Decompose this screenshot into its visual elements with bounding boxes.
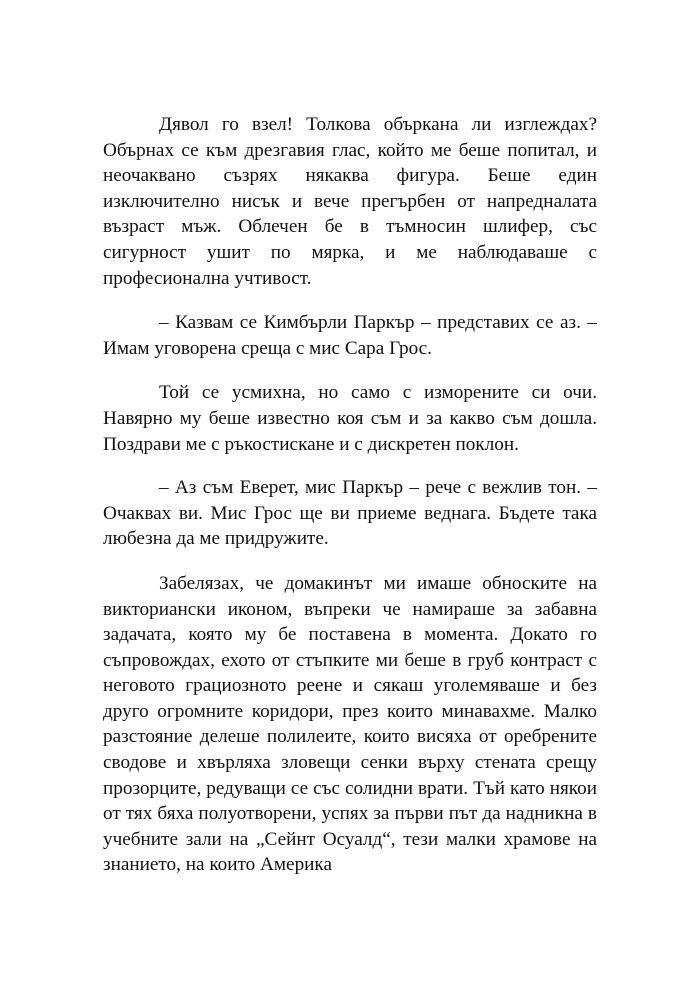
dialogue-paragraph: – Аз съм Еверет, мис Паркър – рече с вежлив тон. – Очаквах ви. Мис Грос ще ви приеме веднага. Бъдете така любезна да ме придружите. [103,477,597,550]
paragraph: Забелязах, че домакинът ми имаше обноските на викториански иконом, въпреки че намираше за забавна задачата, която му бе поставена в момента. Докато го съпровождах, ехото от стъпките ми беше в груб контраст с неговото грациозното реене и сякаш уголемяваше и без друго огромните коридори, през които минавахме. Малко разстояние делеше полилеите, които висяха от оребрените сводове и хвърляха зловещи сенки върху стената срещу прозорците, редуващи се със солидни врати. Тъй като някои от тях бяха полуотворени, успях за първи път да надникна в учебните зали на „Сейнт Осуалд“, тези малки храмове на знанието, на които Америка [103,572,597,876]
body-text [103,112,597,897]
dialogue-paragraph: – Казвам се Кимбърли Паркър – представих се аз. – Имам уговорена среща с мис Сара Грос. [103,312,597,359]
paragraph: Дявол го взел! Толкова объркана ли изглеждах? Обърнах се към дрезгавия глас, който ме беше попитал, и неочаквано съзрях някаква фигура. Беше един изключително нисък и вече прегърбен от напредналата възраст мъж. Облечен бе в тъмносин шлифер, със сигурност ушит по мярка, и ме наблюдаваше с професионална учтивост. [103,114,597,289]
paragraph: Той се усмихна, но само с изморените си очи. Навярно му беше известно коя съм и за какво съм дошла. Поздрави ме с ръкостискане и с дискретен поклон. [103,382,597,455]
